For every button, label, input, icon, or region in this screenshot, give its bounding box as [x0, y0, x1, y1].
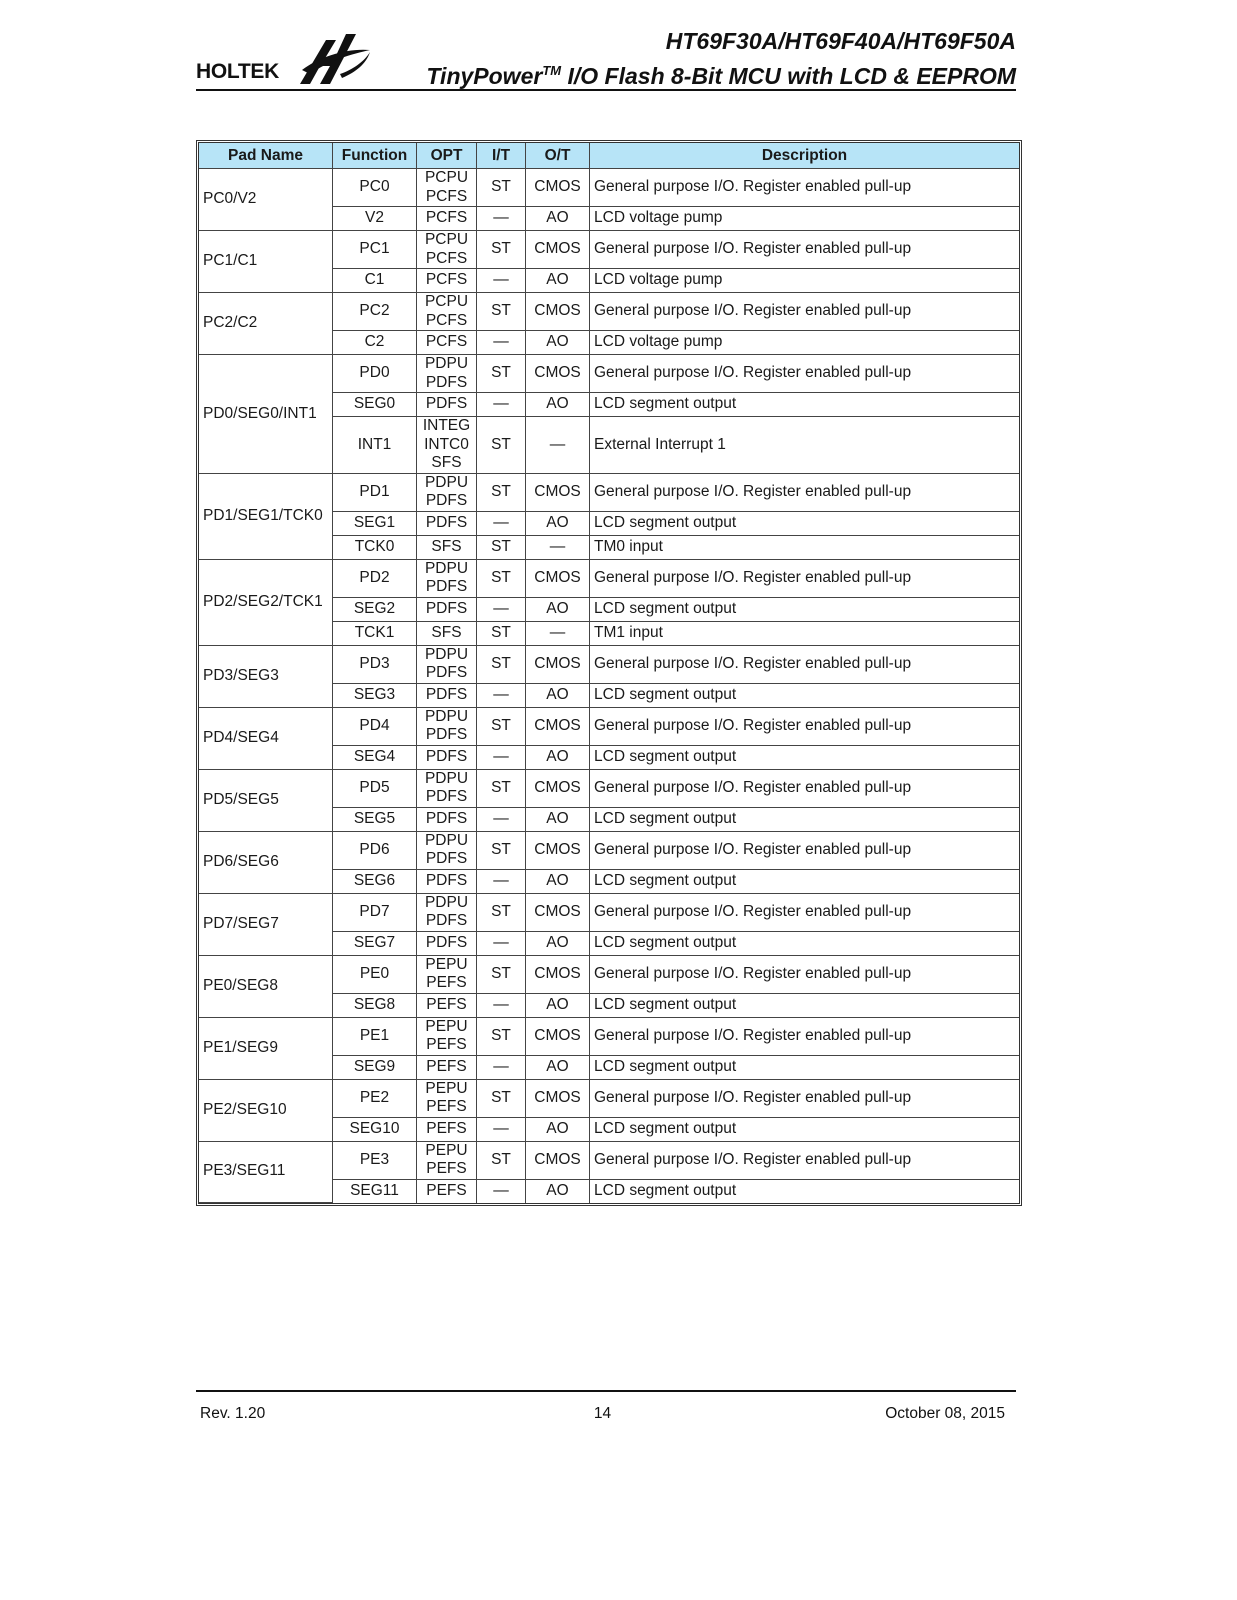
description-cell: External Interrupt 1: [590, 417, 1019, 474]
input-type-cell: —: [477, 207, 526, 231]
description-cell: General purpose I/O. Register enabled pull-up: [590, 293, 1019, 331]
output-type-cell: CMOS: [526, 1142, 590, 1180]
opt-option: PDFS: [425, 395, 468, 413]
table-row: [199, 770, 1019, 808]
pad-name-cell: PE1/SEG9: [199, 1018, 333, 1080]
opt-option: PEFS: [426, 1036, 467, 1053]
page-number: 14: [593, 1405, 612, 1422]
description-cell: General purpose I/O. Register enabled pull-up: [590, 231, 1019, 269]
opt-option: PCPU: [424, 231, 469, 248]
function-cell: PD5: [333, 770, 417, 808]
opt-cell: [417, 1142, 477, 1180]
function-cell: PC2: [333, 293, 417, 331]
output-type-cell: CMOS: [526, 956, 590, 994]
output-type-cell: AO: [526, 1056, 590, 1080]
output-type-cell: AO: [526, 1180, 590, 1203]
header-rule: [196, 89, 1016, 91]
opt-cell: [417, 622, 477, 646]
document-title-description: [426, 56, 1016, 91]
pad-name-cell: PE2/SEG10: [199, 1080, 333, 1142]
input-type-cell: —: [477, 269, 526, 293]
opt-option: PDPU: [424, 355, 469, 372]
function-cell: SEG4: [333, 746, 417, 770]
input-type-cell: ST: [477, 293, 526, 331]
function-cell: PD7: [333, 894, 417, 932]
opt-option: PDFS: [425, 492, 468, 509]
description-cell: LCD segment output: [590, 994, 1019, 1018]
input-type-cell: ST: [477, 894, 526, 932]
description-cell: General purpose I/O. Register enabled pull-up: [590, 560, 1019, 598]
description-cell: General purpose I/O. Register enabled pull-up: [590, 646, 1019, 684]
table-body: [199, 169, 1019, 1203]
holtek-logo: [196, 30, 376, 90]
input-type-cell: ST: [477, 355, 526, 393]
description-cell: LCD segment output: [590, 1056, 1019, 1080]
pad-name-cell: PD4/SEG4: [199, 708, 333, 770]
output-type-cell: CMOS: [526, 169, 590, 207]
column-header: O/T: [526, 143, 590, 169]
opt-cell: [417, 832, 477, 870]
table-row: [199, 956, 1019, 994]
opt-option: PEPU: [425, 1079, 468, 1097]
description-cell: LCD segment output: [590, 598, 1019, 622]
description-cell: TM0 input: [590, 536, 1019, 560]
opt-option: PDFS: [425, 578, 468, 595]
opt-option: PCPU: [424, 169, 469, 186]
pad-name-cell: PD5/SEG5: [199, 770, 333, 832]
column-header: I/T: [477, 143, 526, 169]
input-type-cell: ST: [477, 169, 526, 207]
output-type-cell: CMOS: [526, 770, 590, 808]
function-cell: TCK1: [333, 622, 417, 646]
opt-option: PEPU: [425, 1141, 468, 1159]
opt-option: PDFS: [425, 747, 468, 765]
description-cell: General purpose I/O. Register enabled pull-up: [590, 355, 1019, 393]
function-cell: PE1: [333, 1018, 417, 1056]
table-row: [199, 169, 1019, 207]
opt-cell: [417, 293, 477, 331]
table-row: [199, 474, 1019, 512]
input-type-cell: —: [477, 1056, 526, 1080]
title-trademark: TM: [542, 63, 562, 78]
input-type-cell: —: [477, 1118, 526, 1142]
function-cell: SEG3: [333, 684, 417, 708]
output-type-cell: AO: [526, 393, 590, 417]
function-cell: V2: [333, 207, 417, 231]
opt-cell: [417, 770, 477, 808]
input-type-cell: ST: [477, 832, 526, 870]
output-type-cell: AO: [526, 1118, 590, 1142]
table-row: [199, 894, 1019, 932]
output-type-cell: AO: [526, 598, 590, 622]
opt-option: PEFS: [426, 1181, 467, 1199]
opt-cell: [417, 1056, 477, 1080]
table-row: [199, 708, 1019, 746]
opt-option: PEFS: [426, 974, 467, 991]
opt-cell: [417, 994, 477, 1018]
function-cell: PD6: [333, 832, 417, 870]
opt-cell: [417, 956, 477, 994]
column-header: Function: [333, 143, 417, 169]
function-cell: PD1: [333, 474, 417, 512]
holtek-logo-mark-icon: [296, 30, 372, 88]
document-titles: [426, 26, 1016, 91]
description-cell: General purpose I/O. Register enabled pull-up: [590, 832, 1019, 870]
description-cell: General purpose I/O. Register enabled pull-up: [590, 894, 1019, 932]
input-type-cell: —: [477, 1180, 526, 1203]
opt-cell: [417, 512, 477, 536]
pad-name-cell: PE0/SEG8: [199, 956, 333, 1018]
output-type-cell: CMOS: [526, 832, 590, 870]
opt-option: INTEG: [422, 417, 471, 434]
opt-cell: [417, 231, 477, 269]
opt-option: PDPU: [424, 769, 469, 787]
opt-option: PDFS: [425, 664, 468, 681]
output-type-cell: CMOS: [526, 231, 590, 269]
description-cell: General purpose I/O. Register enabled pull-up: [590, 169, 1019, 207]
input-type-cell: ST: [477, 417, 526, 474]
pad-name-cell: PD2/SEG2/TCK1: [199, 560, 333, 646]
table-row: [199, 646, 1019, 684]
output-type-cell: —: [526, 622, 590, 646]
function-cell: PC0: [333, 169, 417, 207]
opt-cell: [417, 417, 477, 474]
function-cell: INT1: [333, 417, 417, 474]
output-type-cell: CMOS: [526, 293, 590, 331]
pad-name-cell: PC0/V2: [199, 169, 333, 231]
revision-label: Rev. 1.20: [200, 1405, 266, 1422]
pin-description-table: [196, 140, 1022, 1206]
output-type-cell: AO: [526, 207, 590, 231]
function-cell: PD3: [333, 646, 417, 684]
input-type-cell: —: [477, 393, 526, 417]
pad-name-cell: PD0/SEG0/INT1: [199, 355, 333, 474]
function-cell: SEG5: [333, 808, 417, 832]
opt-cell: [417, 870, 477, 894]
opt-cell: [417, 331, 477, 355]
opt-option: PDFS: [425, 788, 468, 805]
table-row: [199, 832, 1019, 870]
opt-option: PDFS: [425, 850, 468, 867]
function-cell: SEG6: [333, 870, 417, 894]
opt-option: PDFS: [425, 809, 468, 827]
opt-cell: [417, 269, 477, 293]
logo-text: HOLTEK: [196, 60, 279, 83]
opt-option: SFS: [431, 623, 462, 641]
output-type-cell: AO: [526, 331, 590, 355]
table-row: [199, 1142, 1019, 1180]
input-type-cell: ST: [477, 956, 526, 994]
output-type-cell: CMOS: [526, 474, 590, 512]
input-type-cell: ST: [477, 560, 526, 598]
column-header: Pad Name: [199, 143, 333, 169]
function-cell: SEG8: [333, 994, 417, 1018]
opt-option: PCPU: [424, 293, 469, 310]
description-cell: LCD segment output: [590, 870, 1019, 894]
opt-option: PCFS: [425, 209, 468, 227]
description-cell: LCD segment output: [590, 808, 1019, 832]
pad-name-cell: PC2/C2: [199, 293, 333, 355]
column-header: Description: [590, 143, 1019, 169]
input-type-cell: ST: [477, 536, 526, 560]
opt-option: PEPU: [425, 955, 468, 973]
description-cell: LCD voltage pump: [590, 269, 1019, 293]
function-cell: SEG1: [333, 512, 417, 536]
table-row: [199, 1080, 1019, 1118]
description-cell: LCD segment output: [590, 512, 1019, 536]
input-type-cell: ST: [477, 1080, 526, 1118]
output-type-cell: AO: [526, 684, 590, 708]
function-cell: SEG7: [333, 932, 417, 956]
opt-option: PDPU: [424, 831, 469, 849]
input-type-cell: ST: [477, 646, 526, 684]
opt-cell: [417, 684, 477, 708]
input-type-cell: —: [477, 598, 526, 622]
function-cell: C2: [333, 331, 417, 355]
output-type-cell: AO: [526, 746, 590, 770]
opt-option: PDFS: [425, 599, 468, 617]
output-type-cell: CMOS: [526, 355, 590, 393]
description-cell: LCD segment output: [594, 1181, 737, 1199]
pad-name-cell: PD7/SEG7: [199, 894, 333, 956]
function-cell: SEG2: [333, 598, 417, 622]
opt-cell: [417, 598, 477, 622]
description-cell: General purpose I/O. Register enabled pull-up: [590, 770, 1019, 808]
opt-cell: [417, 1080, 477, 1118]
output-type-cell: CMOS: [526, 646, 590, 684]
opt-option: PCFS: [425, 311, 468, 329]
opt-cell: [417, 207, 477, 231]
input-type-cell: —: [477, 808, 526, 832]
output-type-cell: CMOS: [526, 708, 590, 746]
input-type-cell: —: [477, 932, 526, 956]
description-cell: General purpose I/O. Register enabled pull-up: [590, 956, 1019, 994]
table-row: [199, 293, 1019, 331]
opt-option: SFS: [431, 537, 462, 555]
function-cell: PE0: [333, 956, 417, 994]
opt-option: PDPU: [424, 893, 469, 911]
opt-cell: [417, 932, 477, 956]
opt-option: PCFS: [425, 333, 468, 351]
output-type-cell: CMOS: [526, 1080, 590, 1118]
publish-date: October 08, 2015: [885, 1405, 1005, 1422]
description-cell: LCD segment output: [590, 684, 1019, 708]
pad-name-cell: PD1/SEG1/TCK0: [199, 474, 333, 560]
table-row: [199, 355, 1019, 393]
pin-description-table-wrap: [196, 140, 1022, 1206]
description-cell: General purpose I/O. Register enabled pull-up: [590, 1080, 1019, 1118]
function-cell: PE2: [333, 1080, 417, 1118]
description-cell: LCD segment output: [590, 746, 1019, 770]
table-row: [199, 231, 1019, 269]
description-cell: LCD segment output: [590, 1118, 1019, 1142]
opt-cell: [417, 808, 477, 832]
opt-cell: [417, 1118, 477, 1142]
opt-option: PDFS: [425, 871, 468, 889]
opt-option: PDFS: [425, 933, 468, 951]
opt-option: PDFS: [425, 912, 468, 929]
opt-option: PEFS: [426, 1119, 467, 1137]
description-cell: TM1 input: [590, 622, 1019, 646]
opt-option: PDPU: [424, 707, 469, 725]
function-cell: SEG10: [333, 1118, 417, 1142]
opt-cell: [417, 536, 477, 560]
opt-option: PDFS: [425, 726, 468, 743]
footer-rule: [196, 1390, 1016, 1392]
description-cell: LCD voltage pump: [590, 331, 1019, 355]
pad-name-cell: PE3/SEG11: [199, 1142, 333, 1203]
input-type-cell: ST: [477, 231, 526, 269]
output-type-cell: —: [526, 417, 590, 474]
input-type-cell: ST: [477, 1142, 526, 1180]
opt-cell: [417, 560, 477, 598]
function-cell: PD0: [333, 355, 417, 393]
opt-option: PEFS: [426, 995, 467, 1013]
opt-option: PEFS: [426, 1057, 467, 1075]
description-cell: LCD segment output: [590, 393, 1019, 417]
opt-option: PEPU: [425, 1017, 468, 1035]
opt-cell: [417, 708, 477, 746]
opt-option: PDFS: [425, 685, 468, 703]
opt-option: PCFS: [425, 271, 468, 289]
table-row: [199, 1018, 1019, 1056]
opt-option: PDPU: [424, 473, 469, 491]
output-type-cell: CMOS: [526, 894, 590, 932]
opt-option: PDFS: [425, 373, 468, 391]
input-type-cell: —: [477, 994, 526, 1018]
table-header-row: [199, 143, 1019, 169]
opt-cell: [417, 355, 477, 393]
description-cell: General purpose I/O. Register enabled pull-up: [590, 1142, 1019, 1180]
pad-name-cell: PD6/SEG6: [199, 832, 333, 894]
description-cell: LCD segment output: [590, 932, 1019, 956]
output-type-cell: AO: [526, 994, 590, 1018]
opt-option: INTC0: [424, 435, 469, 453]
description-cell: General purpose I/O. Register enabled pull-up: [590, 1018, 1019, 1056]
pad-name-cell: PC1/C1: [199, 231, 333, 293]
output-type-cell: AO: [526, 870, 590, 894]
opt-cell: [417, 169, 477, 207]
input-type-cell: ST: [477, 474, 526, 512]
function-cell: PD4: [333, 708, 417, 746]
opt-option: PDFS: [425, 513, 468, 531]
opt-option: PCFS: [425, 187, 468, 205]
page-header: [196, 26, 1016, 92]
description-cell: LCD voltage pump: [590, 207, 1019, 231]
input-type-cell: ST: [477, 708, 526, 746]
function-cell: PE3: [333, 1142, 417, 1180]
opt-option: PEFS: [426, 1098, 467, 1115]
input-type-cell: ST: [477, 622, 526, 646]
input-type-cell: ST: [477, 1018, 526, 1056]
opt-cell: [417, 646, 477, 684]
output-type-cell: AO: [526, 269, 590, 293]
function-cell: TCK0: [333, 536, 417, 560]
table-row: [199, 560, 1019, 598]
input-type-cell: ST: [477, 770, 526, 808]
input-type-cell: —: [477, 512, 526, 536]
opt-option: PDPU: [424, 645, 469, 663]
function-cell: SEG0: [333, 393, 417, 417]
output-type-cell: —: [526, 536, 590, 560]
document-title-part-numbers: HT69F30A/HT69F40A/HT69F50A: [665, 28, 1016, 54]
output-type-cell: AO: [526, 808, 590, 832]
opt-option: PDPU: [424, 559, 469, 577]
output-type-cell: AO: [526, 512, 590, 536]
function-cell: PC1: [333, 231, 417, 269]
input-type-cell: —: [477, 870, 526, 894]
function-cell: SEG9: [333, 1056, 417, 1080]
output-type-cell: CMOS: [526, 560, 590, 598]
title-brand: TinyPower: [426, 63, 543, 89]
opt-option: SFS: [431, 454, 462, 471]
pad-name-cell: PD3/SEG3: [199, 646, 333, 708]
description-cell: General purpose I/O. Register enabled pull-up: [590, 474, 1019, 512]
opt-cell: [417, 393, 477, 417]
description-cell: General purpose I/O. Register enabled pull-up: [590, 708, 1019, 746]
opt-cell: [417, 1180, 477, 1203]
title-product: I/O Flash 8-Bit MCU with LCD & EEPROM: [561, 63, 1016, 89]
output-type-cell: CMOS: [526, 1018, 590, 1056]
function-cell: C1: [333, 269, 417, 293]
column-header: OPT: [417, 143, 477, 169]
input-type-cell: —: [477, 331, 526, 355]
opt-cell: [417, 894, 477, 932]
opt-cell: [417, 474, 477, 512]
input-type-cell: —: [477, 684, 526, 708]
input-type-cell: —: [477, 746, 526, 770]
opt-cell: [417, 746, 477, 770]
opt-option: PEFS: [426, 1160, 467, 1177]
function-cell: PD2: [333, 560, 417, 598]
opt-option: PCFS: [425, 249, 468, 267]
function-cell: SEG11: [333, 1180, 417, 1203]
opt-cell: [417, 1018, 477, 1056]
output-type-cell: AO: [526, 932, 590, 956]
